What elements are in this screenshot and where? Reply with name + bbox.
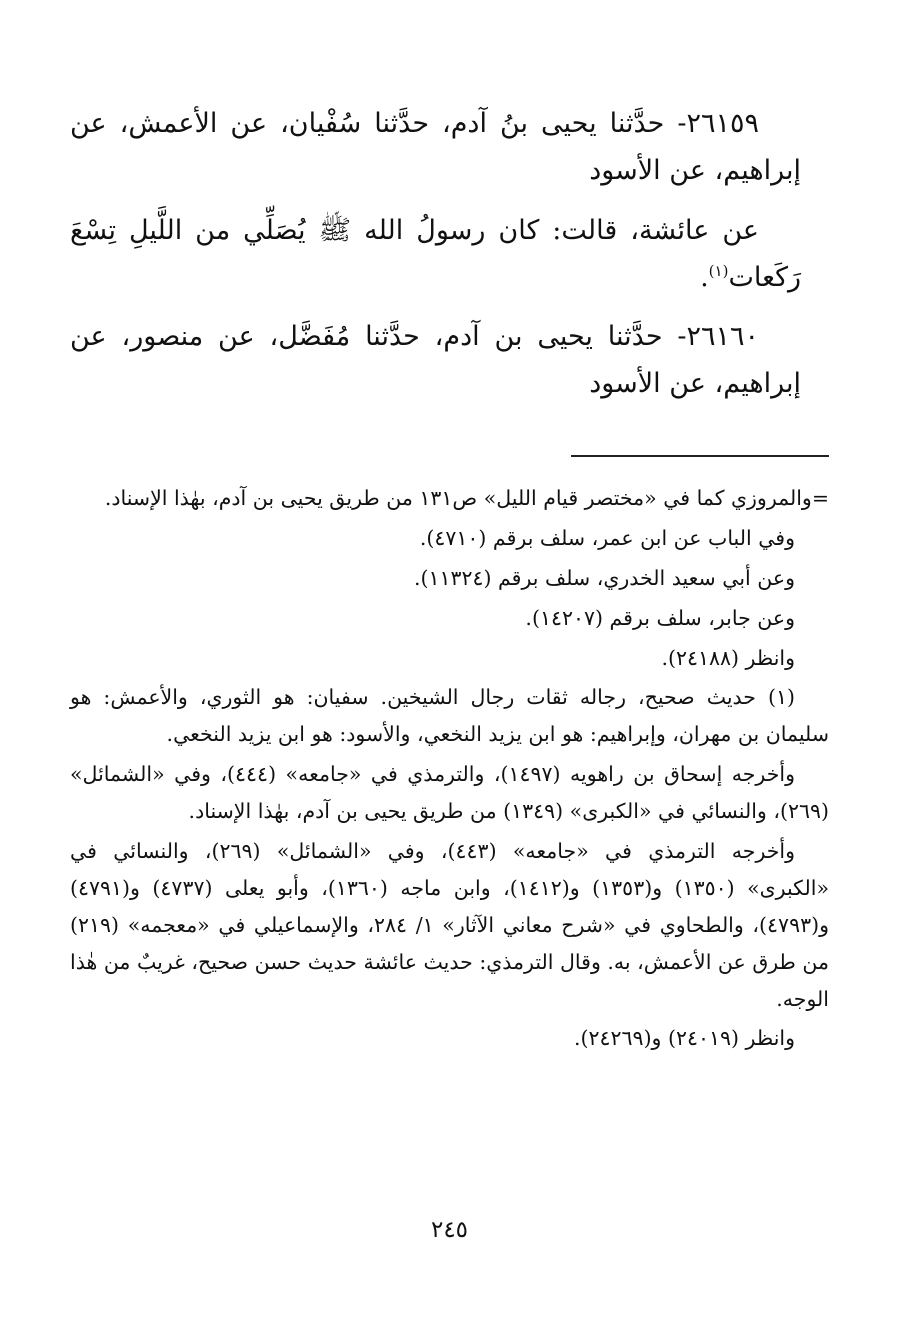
hadith-26159-isnad-line2: إبراهيم، عن الأسود: [589, 155, 801, 187]
footnote-bab-1: وفي الباب عن ابن عمر، سلف برقم (٤٧١٠).: [419, 525, 795, 550]
hadith-26159-matn-text: عن عائشة، قالت: كان رسولُ الله ﷺ يُصَلِّي من اللَّيلِ تِسْعَ رَكَعات: [70, 214, 801, 293]
footnote-1-paragraph-4: وانظر (٢٤٠١٩) و(٢٤٢٦٩).: [573, 1026, 795, 1051]
footnote-bab-4: وانظر (٢٤١٨٨).: [661, 645, 795, 670]
footnote-bab-3: وعن جابر، سلف برقم (١٤٢٠٧).: [525, 605, 795, 630]
footnote-bab-2: وعن أبي سعيد الخدري، سلف برقم (١١٣٢٤).: [413, 565, 795, 590]
hadith-26159-end-punct: .: [700, 261, 709, 293]
page-number: ٢٤٥: [430, 1217, 469, 1243]
footnote-1-paragraph-2: وأخرجه إسحاق بن راهويه (١٤٩٧)، والترمذي في «جامعه» (٤٤٤)، وفي «الشمائل» (٢٦٩)، والنسائي في «الكبرى» (١٣٤٩) من طريق يحيى بن آدم، بهٰذا الإسناد.: [70, 762, 829, 824]
hadith-26160-isnad: [70, 313, 801, 408]
hadith-26159-isnad-line1: ٢٦١٥٩- حدَّثنا يحيى بنُ آدم، حدَّثنا سُفْيان، عن الأعمش، عن: [70, 108, 759, 139]
hadith-26159-isnad: [70, 100, 801, 195]
main-text: [70, 100, 801, 420]
footnotes: [70, 480, 829, 1060]
footnote-continuation: =والمروزي كما في «مختصر قيام الليل» ص١٣١ من طريق يحيى بن آدم، بهٰذا الإسناد.: [104, 486, 829, 510]
footnote-1-paragraph-1: (١) حديث صحيح، رجاله ثقات رجال الشيخين. سفيان: هو الثوري، والأعمش: هو سليمان بن مهران، وإبراهيم: هو ابن يزيد النخعي، والأسود: هو ابن يزيد النخعي.: [70, 685, 829, 747]
hadith-26160-isnad-line2: إبراهيم، عن الأسود: [589, 368, 801, 400]
hadith-26160-isnad-line1: ٢٦١٦٠- حدَّثنا يحيى بن آدم، حدَّثنا مُفَضَّل، عن منصور، عن: [70, 321, 759, 352]
footnote-separator: [571, 455, 829, 457]
hadith-26159-matn: [70, 207, 801, 302]
footnote-1-paragraph-3: وأخرجه الترمذي في «جامعه» (٤٤٣)، وفي «الشمائل» (٢٦٩)، والنسائي في «الكبرى» (١٣٥٠) و(١٣٥٣) و(١٤١٢)، وابن ماجه (١٣٦٠)، وأبو يعلى (٤٧٣٧) و(٤٧٩١) و(٤٧٩٣)، والطحاوي في «شرح معاني الآثار» ١/ ٢٨٤، والإسماعيلي في «معجمه» (٢١٩) من طرق عن الأعمش، به. وقال الترمذي: حديث عائشة حديث حسن صحيح، غريبٌ من هٰذا الوجه.: [70, 839, 829, 1011]
footnote-marker[interactable]: (١): [708, 261, 729, 280]
